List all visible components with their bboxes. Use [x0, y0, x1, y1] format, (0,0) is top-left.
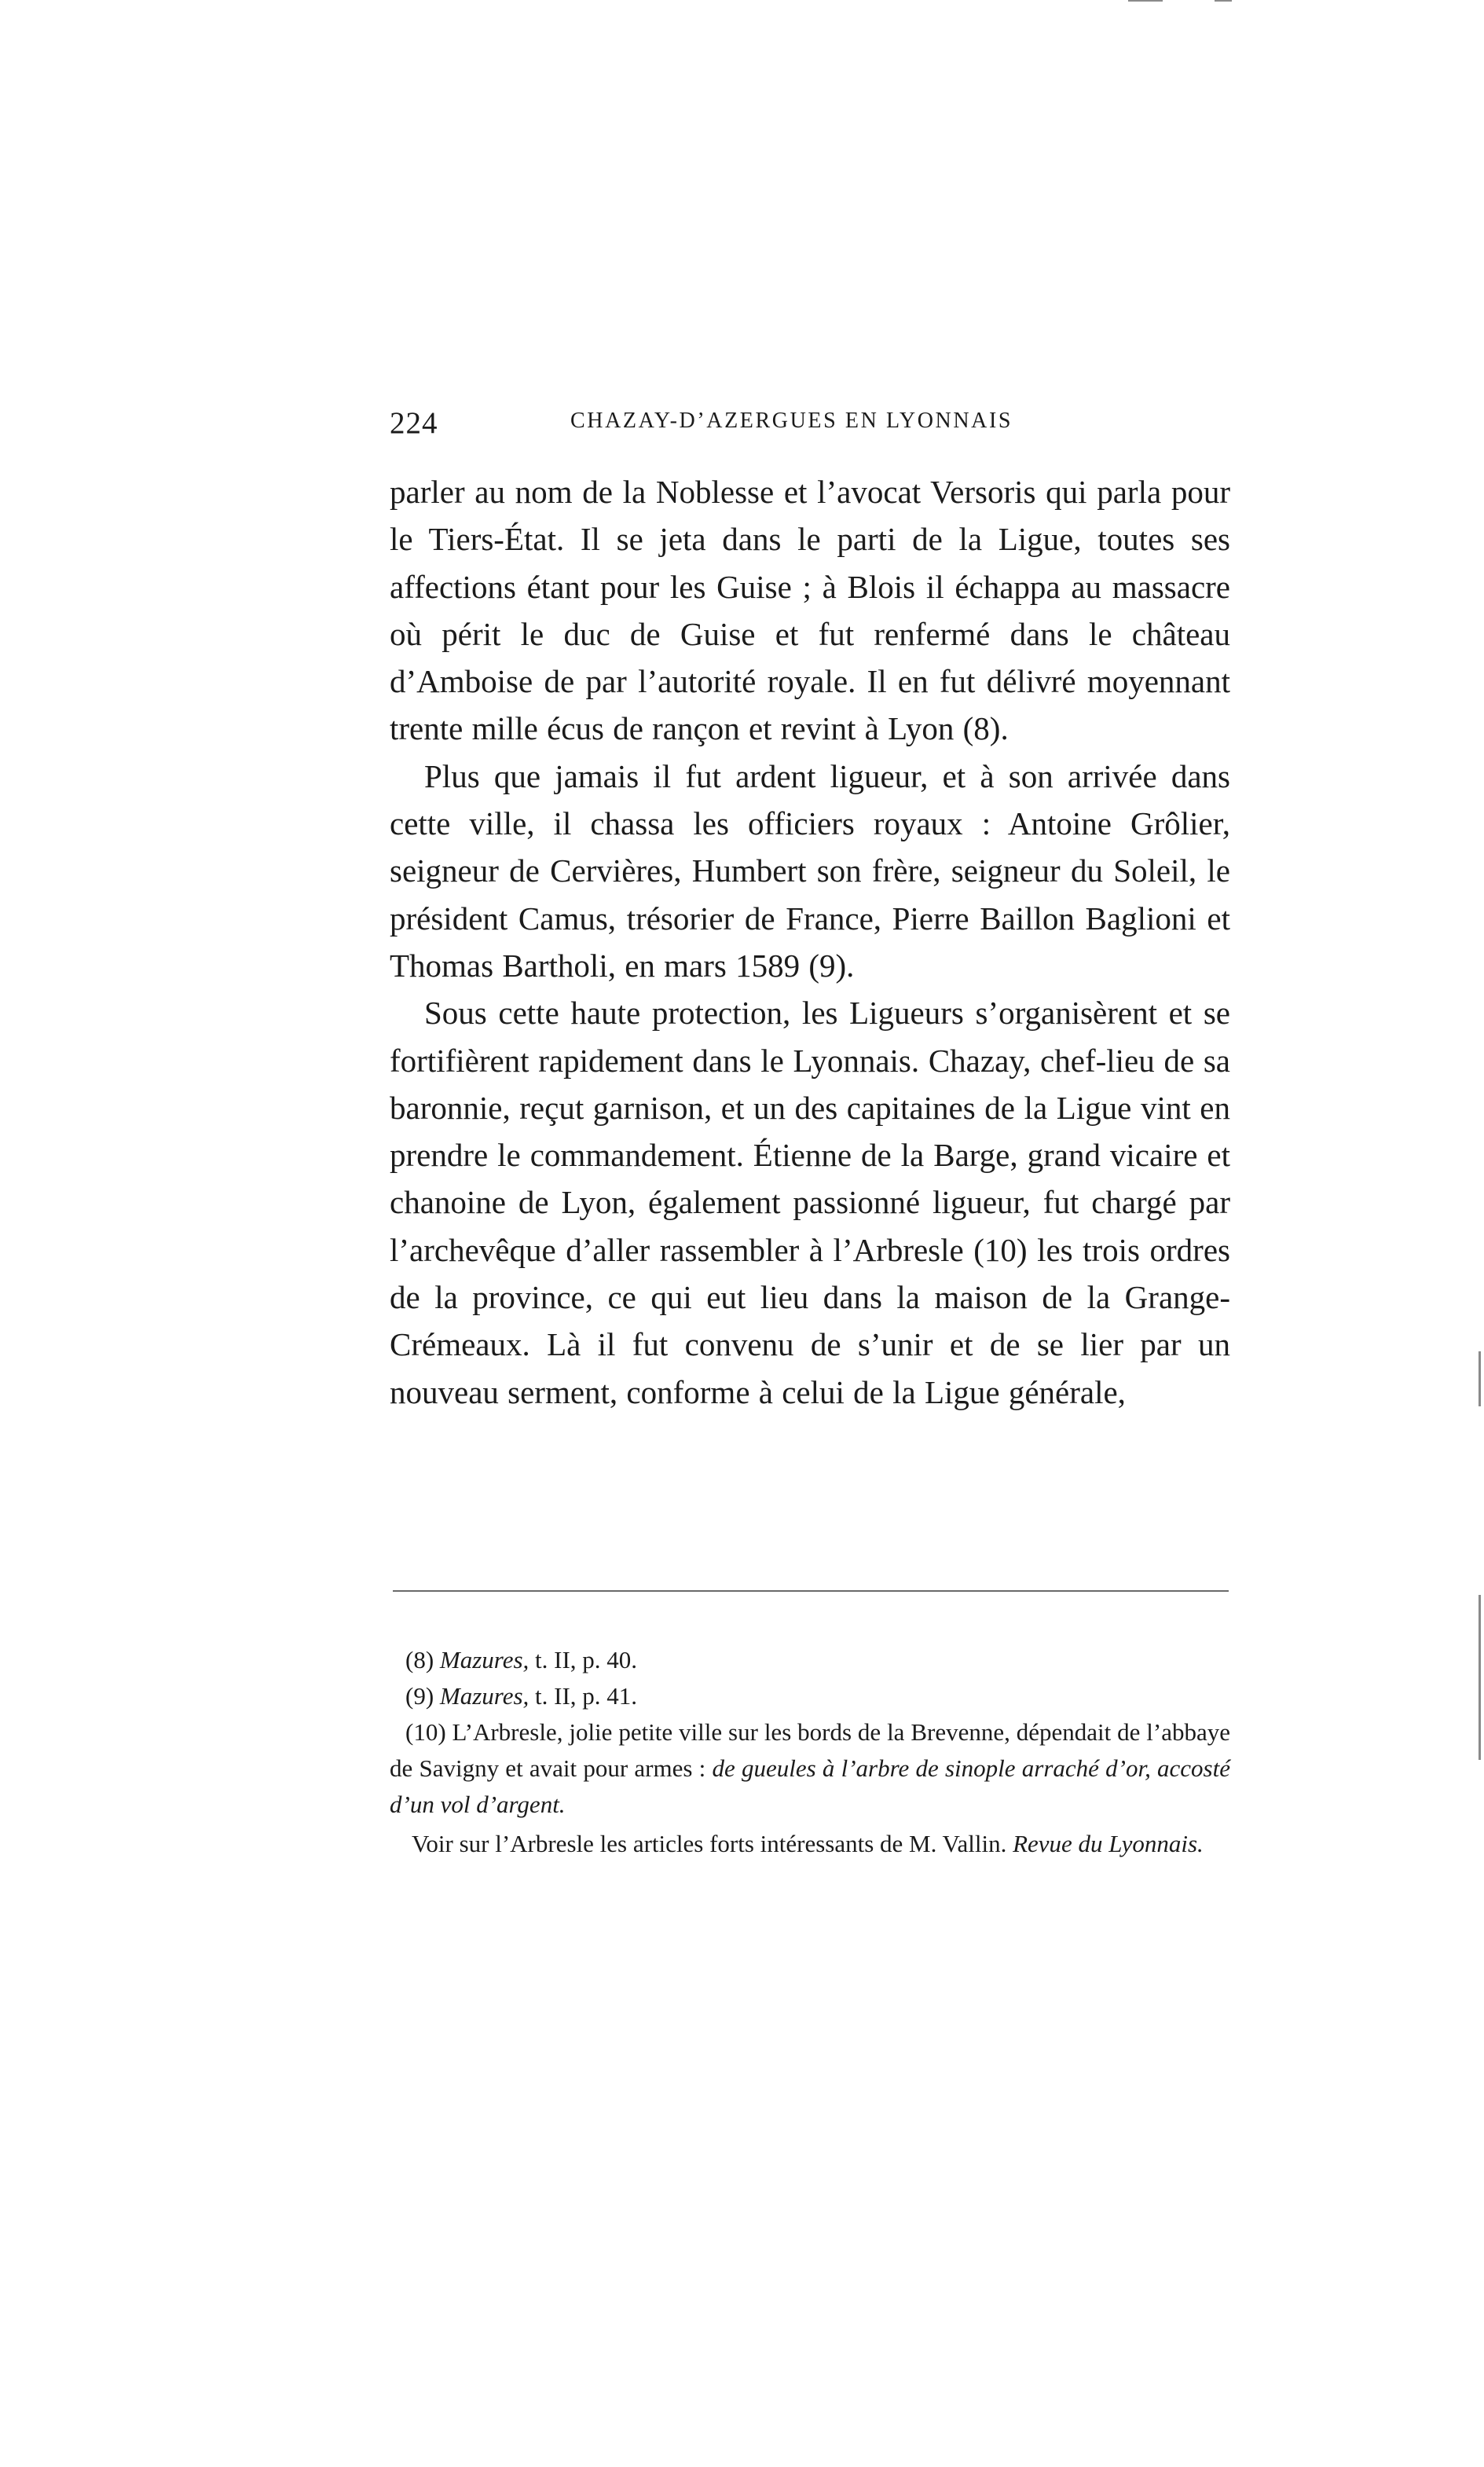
footnote-8 — [390, 1642, 1230, 1678]
footnote-8-ref: t. II, p. 40. — [535, 1646, 638, 1673]
paragraph-2: Plus que jamais il fut ardent ligueur, et à son arrivée dans cette ville, il chassa les officiers royaux : Antoine Grôlier, seigneur de Cervières, Humbert son frère, seigneur du Soleil, le président Camus, trésorier de France, Pierre Baillon Baglioni et Thomas Bartholi, en mars 1589 (9). — [390, 757, 1230, 984]
paragraph-3: Sous cette haute protection, les Ligueurs s’organisèrent et se fortifièrent rapidement dans le Lyonnais. Chazay, chef-lieu de sa baronnie, reçut garnison, et un des capitaines de la Ligue vint en prendre le commandement. Étienne de la Barge, grand vicaire et chanoine de Lyon, également passionné ligueur, fut chargé par l’archevêque d’aller rassembler à l’Arbresle (10) les trois ordres de la province, ce qui eut lieu dans la maison de la Grange-Crémeaux. Là il fut convenu de s’unir et de se lier par un nouveau serment, conforme à celui de la Ligue générale, — [390, 995, 1230, 1410]
footnote-10-journal: Revue du Lyonnais. — [1013, 1830, 1204, 1857]
running-title: CHAZAY-D’AZERGUES EN LYONNAIS — [570, 409, 1013, 433]
scan-mark-right-upper — [1479, 1351, 1481, 1406]
scan-mark-right-lower — [1479, 1595, 1481, 1760]
paragraph-1: parler au nom de la Noblesse et l’avocat Versoris qui parla pour le Tiers-État. Il se jeta dans le parti de la Ligue, toutes ses affections étant pour les Guise ; à Blois il échappa au massacre où périt le duc de Guise et fut renfermé dans le château d’Amboise de par l’autorité royale. Il en fut délivré moyennant trente mille écus de rançon et revint à Lyon (8). — [390, 474, 1230, 747]
footnote-8-number: (8) — [405, 1646, 434, 1673]
footnote-8-source: Mazures, — [439, 1646, 529, 1673]
footnote-10 — [390, 1714, 1230, 1823]
scan-mark-top — [1128, 0, 1163, 2]
page-number: 224 — [390, 406, 438, 440]
footnote-9-number: (9) — [405, 1682, 434, 1710]
footnote-10-arms: de gueules à l’arbre de sinople arraché d’or, accosté d’un vol d’argent. — [390, 1754, 1230, 1818]
footnote-9-ref: t. II, p. 41. — [535, 1682, 638, 1710]
scan-mark-top-right — [1215, 0, 1232, 2]
footnote-10-extra-text: Voir sur l’Arbresle les articles forts intéressants de M. Vallin. — [412, 1830, 1007, 1857]
footnotes — [390, 1642, 1230, 1862]
footnote-9-source: Mazures, — [439, 1682, 529, 1710]
footnote-10-continuation — [390, 1826, 1230, 1862]
footnote-divider — [393, 1590, 1229, 1592]
footnote-10-text: L’Arbresle, jolie petite ville sur les bords de la Brevenne, dépendait de l’abbaye de Savigny et avait pour armes : — [390, 1718, 1230, 1782]
footnote-10-number: (10) — [405, 1718, 446, 1746]
main-text — [390, 468, 1230, 1416]
page-header — [390, 405, 1230, 445]
footnote-9 — [390, 1678, 1230, 1714]
